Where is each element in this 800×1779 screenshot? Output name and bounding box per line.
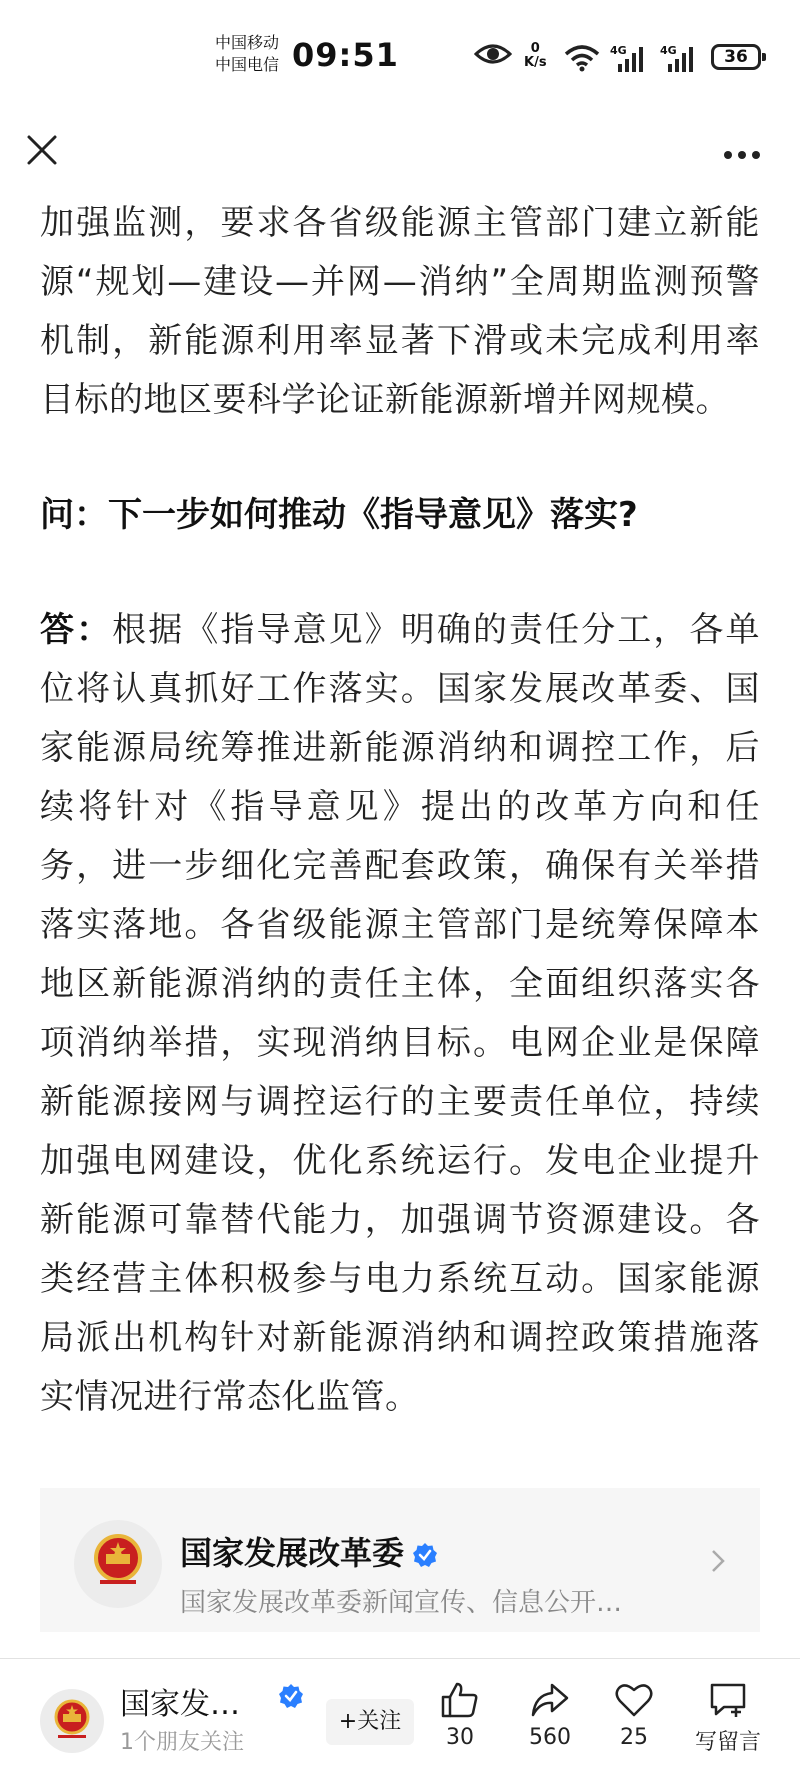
avatar[interactable] [40,1689,104,1753]
account-name-short[interactable]: 国家发… [120,1687,240,1722]
share-icon [530,1681,570,1719]
emblem-logo [74,1520,162,1608]
signal-icon [662,46,698,72]
signal-2-label: 4G [660,44,677,57]
like-count: 30 [446,1725,474,1750]
carrier-1: 中国移动 [215,33,280,52]
share-button[interactable] [510,1681,590,1750]
thumbs-up-icon [440,1681,480,1719]
account-card[interactable] [40,1488,760,1632]
verified-icon [412,1542,438,1568]
bottom-action-bar [0,1658,800,1779]
paragraph: 加强监测，要求各省级能源主管部门建立新能源“规划—建设—并网—消纳”全周期监测预警机制，新能源利用率显著下滑或未完成利用率目标的地区要科学论证新能源新增并网规模。 [40,203,760,420]
net-speed [524,42,547,70]
clock: 09:51 [292,36,399,74]
follow-button[interactable]: +关注 [326,1699,414,1745]
emblem-icon [40,1689,104,1753]
nav-bar [0,110,800,190]
like-button[interactable] [420,1681,500,1750]
account-name-text: 国家发展改革委 [180,1534,405,1572]
heart-icon [614,1681,654,1719]
emblem-icon [74,1520,162,1608]
close-icon[interactable] [24,132,60,168]
carrier-2: 中国电信 [215,55,280,74]
favorite-count: 25 [620,1725,648,1750]
signal-1-label: 4G [610,44,627,57]
battery-icon: 36 [711,44,761,70]
favorite-button[interactable] [594,1681,674,1750]
account-description: 国家发展改革委新闻宣传、信息公开… [180,1588,623,1618]
account-name [180,1528,438,1574]
friends-following: 1个朋友关注 [120,1730,244,1755]
carrier-labels [215,32,279,76]
status-bar [0,0,800,110]
wifi-icon [564,44,600,72]
answer-text: 根据《指导意见》明确的责任分工，各单位将认真抓好工作落实。国家发展改革委、国家能源局统筹推进新能源消纳和调控工作，后续将针对《指导意见》提出的改革方向和任务，进一步细化完善配套政策，确保有关举措落实落地。各省级能源主管部门是统筹保障本地区新能源消纳的责任主体，全面组织落实各项消纳举措，实现消纳目标。电网企业是保障新能源接网与调控运行的主要责任单位，持续加强电网建设，优化系统运行。发电企业提升新能源可靠替代能力，加强调节资源建设。各类经营主体积极参与电力系统互动。国家能源局派出机构针对新能源消纳和调控政策措施落实情况进行常态化监管。 [40,610,761,1417]
verified-icon [278,1683,304,1709]
share-count: 560 [529,1725,571,1750]
comment-icon [708,1681,748,1719]
net-speed-value: 0 [530,41,540,56]
answer-label: 答： [40,610,113,650]
chevron-right-icon[interactable] [708,1546,728,1576]
net-speed-unit: K/s [524,55,547,70]
comment-button[interactable] [678,1681,778,1756]
article-body [40,194,760,1427]
question-heading: 问：下一步如何推动《指导意见》落实? [40,495,638,535]
signal-icon [612,46,648,72]
answer-paragraph [40,601,760,1427]
more-icon[interactable] [724,144,766,163]
eye-icon [474,40,512,68]
comment-label: 写留言 [694,1730,761,1755]
